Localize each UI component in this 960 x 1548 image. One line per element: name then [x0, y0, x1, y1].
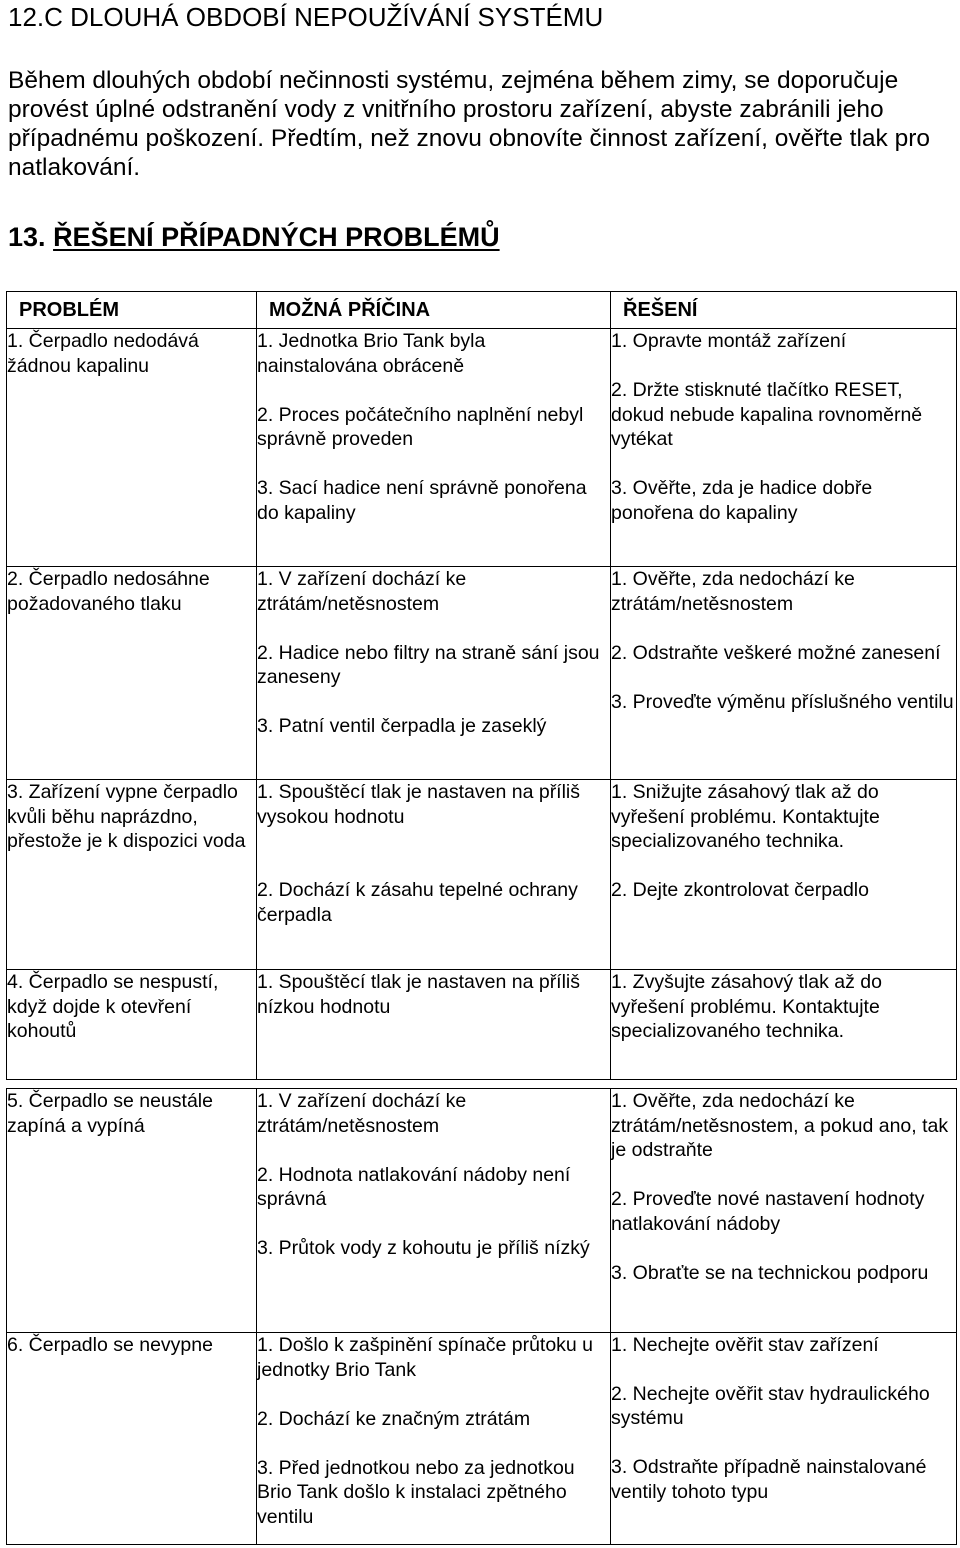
table-row: [7, 1089, 957, 1333]
solution-item: 2. Proveďte nové nastavení hodnoty natlakování nádoby: [611, 1188, 925, 1235]
solution-cell: [611, 329, 957, 567]
troubleshooting-table-part-2: [6, 1088, 957, 1545]
table-row: [7, 1333, 957, 1545]
cause-item: 2. Hadice nebo filtry na straně sání jsou zaneseny: [257, 641, 600, 688]
table-row: [7, 970, 957, 1080]
section-12-title: 12.C DLOUHÁ OBDOBÍ NEPOUŽÍVÁNÍ SYSTÉMU: [8, 2, 604, 32]
header-solution: ŘEŠENÍ: [611, 292, 957, 329]
cause-item: 2. Dochází k zásahu tepelné ochrany čerpadla: [257, 879, 578, 926]
section-13-heading: ŘEŠENÍ PŘÍPADNÝCH PROBLÉMŮ: [53, 222, 500, 252]
cause-cell: [257, 567, 611, 780]
cause-item: 1. V zařízení dochází ke ztrátám/netěsnostem: [257, 1090, 467, 1137]
header-cause: MOŽNÁ PŘÍČINA: [257, 292, 611, 329]
solution-item: 1. Nechejte ověřit stav zařízení: [611, 1334, 879, 1356]
solution-cell: [611, 1333, 957, 1545]
solution-item: 2. Nechejte ověřit stav hydraulického systému: [611, 1382, 930, 1429]
solution-item: 3. Odstraňte případně nainstalované ventily tohoto typu: [611, 1456, 927, 1503]
cause-cell: [257, 780, 611, 970]
problem-cell: 3. Zařízení vypne čerpadlo kvůli běhu naprázdno, přestože je k dispozici voda: [7, 780, 257, 970]
problem-cell: 6. Čerpadlo se nevypne: [7, 1333, 257, 1545]
problem-cell: 2. Čerpadlo nedosáhne požadovaného tlaku: [7, 567, 257, 780]
solution-item: 2. Odstraňte veškeré možné zanesení: [611, 641, 941, 664]
table-row: [7, 780, 957, 970]
cause-cell: [257, 970, 611, 1080]
cause-item: 3. Před jednotkou nebo za jednotkou Brio Tank došlo k instalaci zpětného ventilu: [257, 1456, 575, 1528]
cause-item: 2. Proces počátečního naplnění nebyl správně proveden: [257, 403, 584, 450]
solution-item: 1. Zvyšujte zásahový tlak až do vyřešení problému. Kontaktujte specializovaného technika.: [611, 971, 882, 1042]
solution-item: 1. Ověřte, zda nedochází ke ztrátám/netěsnostem: [611, 568, 855, 615]
section-13-title: [8, 222, 500, 253]
solution-item: 3. Obraťte se na technickou podporu: [611, 1261, 929, 1284]
header-problem: PROBLÉM: [7, 292, 257, 329]
cause-item: 3. Sací hadice není správně ponořena do kapaliny: [257, 477, 587, 524]
cause-item: 1. Spouštěcí tlak je nastaven na příliš nízkou hodnotu: [257, 971, 581, 1018]
solution-item: 2. Dejte zkontrolovat čerpadlo: [611, 879, 869, 901]
solution-item: 3. Ověřte, zda je hadice dobře ponořena do kapaliny: [611, 477, 873, 524]
section-12-text: Během dlouhých období nečinnosti systému, zejména během zimy, se doporučuje provést úplné odstranění vody z vnitřního prostoru zařízení, abyste zabránili jeho případnému poškození. Předtím, než znovu obnovíte činnost zařízení, ověřte tlak pro natlakování.: [8, 67, 930, 181]
cause-cell: [257, 1333, 611, 1545]
cause-item: 1. Jednotka Brio Tank byla nainstalována obráceně: [257, 330, 486, 377]
solution-cell: [611, 1089, 957, 1333]
cause-item: 2. Hodnota natlakování nádoby není správná: [257, 1163, 571, 1210]
table-header-row: [7, 292, 957, 329]
solution-cell: [611, 970, 957, 1080]
solution-item: 3. Proveďte výměnu příslušného ventilu: [611, 690, 954, 713]
troubleshooting-table-part-1: [6, 291, 957, 1080]
section-13-number: 13.: [8, 222, 46, 252]
cause-item: 1. Došlo k zašpinění spínače průtoku u jednotky Brio Tank: [257, 1334, 594, 1381]
problem-cell: 5. Čerpadlo se neustále zapíná a vypíná: [7, 1089, 257, 1333]
solution-cell: [611, 780, 957, 970]
solution-item: 1. Snižujte zásahový tlak až do vyřešení problému. Kontaktujte specializovaného technika.: [611, 781, 880, 852]
cause-item: 1. V zařízení dochází ke ztrátám/netěsnostem: [257, 568, 467, 615]
solution-item: 2. Držte stisknuté tlačítko RESET, dokud nebude kapalina rovnoměrně vytékat: [611, 379, 923, 450]
cause-cell: [257, 329, 611, 567]
solution-item: 1. Ověřte, zda nedochází ke ztrátám/netěsnostem, a pokud ano, tak je odstraňte: [611, 1090, 949, 1161]
table-row: [7, 329, 957, 567]
solution-item: 1. Opravte montáž zařízení: [611, 330, 847, 352]
cause-cell: [257, 1089, 611, 1333]
cause-item: 1. Spouštěcí tlak je nastaven na příliš vysokou hodnotu: [257, 781, 581, 828]
problem-cell: 1. Čerpadlo nedodává žádnou kapalinu: [7, 329, 257, 567]
solution-cell: [611, 567, 957, 780]
problem-cell: 4. Čerpadlo se nespustí, když dojde k otevření kohoutů: [7, 970, 257, 1080]
cause-item: 2. Dochází ke značným ztrátám: [257, 1407, 531, 1430]
table-row: [7, 567, 957, 780]
cause-item: 3. Průtok vody z kohoutu je příliš nízký: [257, 1237, 590, 1259]
cause-item: 3. Patní ventil čerpadla je zaseklý: [257, 715, 547, 737]
